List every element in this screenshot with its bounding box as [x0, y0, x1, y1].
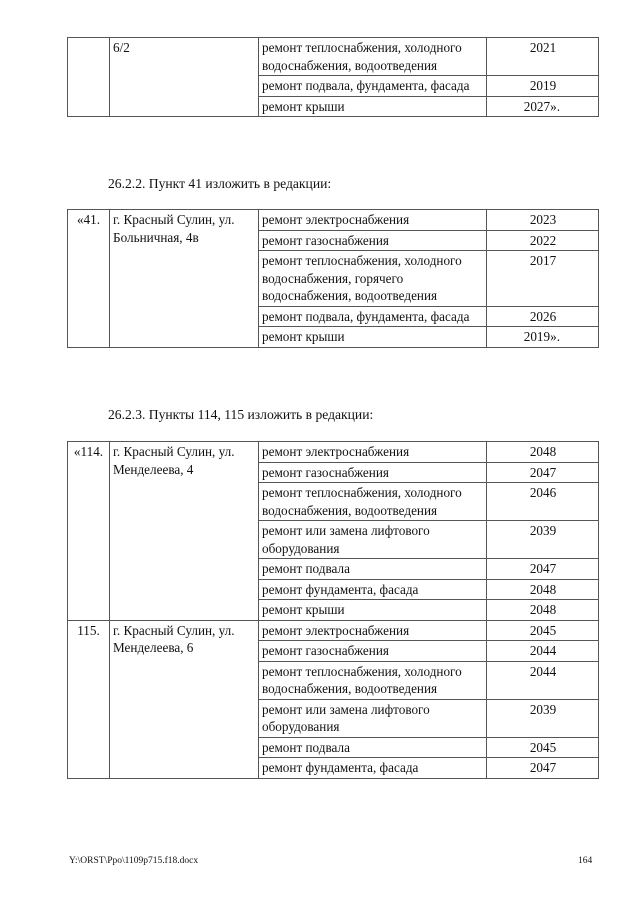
year-cell: 2039: [487, 699, 599, 737]
item-number: «114.: [68, 442, 110, 621]
table-items-114-115: [67, 441, 599, 779]
work-type-cell: ремонт теплоснабжения, холодного водоснабжения, водоотведения: [259, 38, 487, 76]
work-type-cell: ремонт подвала, фундамента, фасада: [259, 76, 487, 97]
year-cell: 2019: [487, 76, 599, 97]
paragraph-item-41: 26.2.2. Пункт 41 изложить в редакции:: [108, 176, 332, 191]
work-type-cell: ремонт или замена лифтового оборудования: [259, 521, 487, 559]
work-type-cell: ремонт теплоснабжения, холодного водоснабжения, водоотведения: [259, 661, 487, 699]
year-cell: 2019».: [487, 327, 599, 348]
work-type-cell: ремонт крыши: [259, 96, 487, 117]
paragraph-items-114-115: 26.2.3. Пункты 114, 115 изложить в редакции:: [108, 407, 374, 422]
year-cell: 2017: [487, 251, 599, 307]
year-cell: 2047: [487, 559, 599, 580]
item-number: «41.: [68, 210, 110, 348]
year-cell: 2044: [487, 641, 599, 662]
year-cell: 2045: [487, 620, 599, 641]
item-number: 115.: [68, 620, 110, 778]
work-type-cell: ремонт газоснабжения: [259, 462, 487, 483]
work-type-cell: ремонт подвала: [259, 559, 487, 580]
year-cell: 2044: [487, 661, 599, 699]
year-cell: 2048: [487, 442, 599, 463]
work-type-cell: ремонт крыши: [259, 600, 487, 621]
year-cell: 2048: [487, 579, 599, 600]
work-type-cell: ремонт подвала, фундамента, фасада: [259, 306, 487, 327]
year-cell: 2027».: [487, 96, 599, 117]
address-cell: г. Красный Сулин, ул. Менделеева, 4: [110, 442, 259, 621]
year-cell: 2021: [487, 38, 599, 76]
work-type-cell: ремонт фундамента, фасада: [259, 579, 487, 600]
work-type-cell: ремонт крыши: [259, 327, 487, 348]
table-row: [68, 38, 599, 76]
year-cell: 2047: [487, 758, 599, 779]
table-row: [68, 620, 599, 641]
year-cell: 2022: [487, 230, 599, 251]
work-type-cell: ремонт теплоснабжения, холодного водоснабжения, горячего водоснабжения, водоотведения: [259, 251, 487, 307]
table-row: [68, 210, 599, 231]
item-number: [68, 38, 110, 117]
work-type-cell: ремонт газоснабжения: [259, 641, 487, 662]
work-type-cell: ремонт фундамента, фасада: [259, 758, 487, 779]
table-item-6-2: [67, 37, 599, 117]
work-type-cell: ремонт электроснабжения: [259, 210, 487, 231]
year-cell: 2045: [487, 737, 599, 758]
work-type-cell: ремонт газоснабжения: [259, 230, 487, 251]
address-cell: г. Красный Сулин, ул. Менделеева, 6: [110, 620, 259, 778]
year-cell: 2026: [487, 306, 599, 327]
year-cell: 2039: [487, 521, 599, 559]
footer-file-path: Y:\ORST\Ppo\1109p715.f18.docx: [69, 856, 199, 866]
work-type-cell: ремонт электроснабжения: [259, 442, 487, 463]
year-cell: 2023: [487, 210, 599, 231]
year-cell: 2048: [487, 600, 599, 621]
footer-page-number: 164: [578, 856, 593, 866]
address-cell: г. Красный Сулин, ул. Больничная, 4в: [110, 210, 259, 348]
work-type-cell: ремонт или замена лифтового оборудования: [259, 699, 487, 737]
year-cell: 2047: [487, 462, 599, 483]
work-type-cell: ремонт подвала: [259, 737, 487, 758]
table-row: [68, 442, 599, 463]
work-type-cell: ремонт теплоснабжения, холодного водоснабжения, водоотведения: [259, 483, 487, 521]
year-cell: 2046: [487, 483, 599, 521]
work-type-cell: ремонт электроснабжения: [259, 620, 487, 641]
address-cell: 6/2: [110, 38, 259, 117]
table-item-41: [67, 209, 599, 348]
